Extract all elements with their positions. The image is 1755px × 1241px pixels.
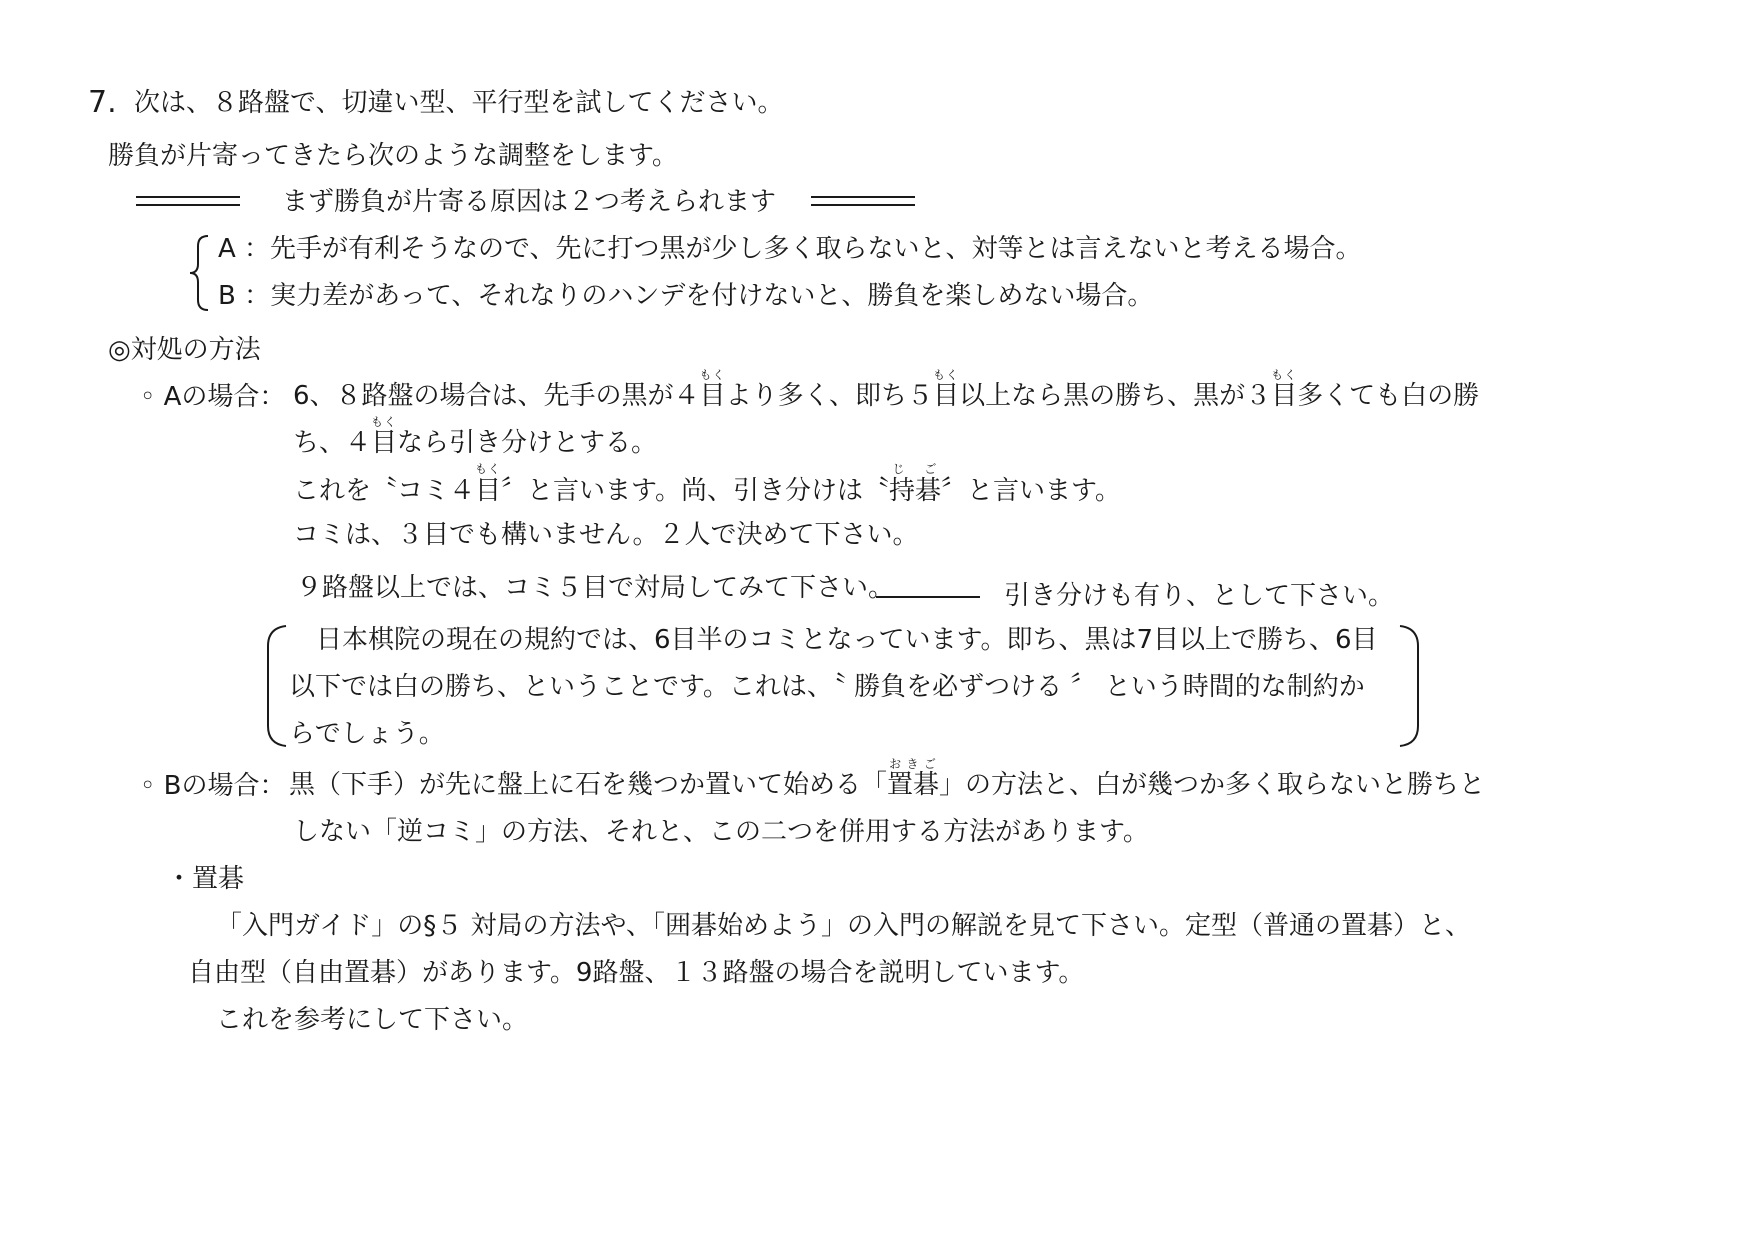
double-rule-left (136, 196, 240, 206)
okigo-para-3: これを参考にして下さい。 (216, 1005, 529, 1035)
remedy-title: ◎対処の方法 (108, 335, 261, 365)
case-a-line-5a: ９路盤以上では、コミ５目で対局してみて下さい。 (296, 573, 895, 603)
case-a-line-4: コミは、３目でも構いません。２人で決めて下さい。 (293, 520, 919, 550)
note-line-2: 以下では白の勝ち、ということです。これは、〝 勝負を必ずつける 〞 という時間的な制約か (289, 672, 1365, 702)
blank-line (876, 596, 980, 598)
case-a-label: ◦ Aの場合： (140, 382, 286, 412)
okigo-para-1: 「入門ガイド」の§５ 対局の方法や、「囲碁始めよう」の入門の解説を見て下さい。定型（普通の置碁）と、 (216, 911, 1471, 941)
case-a-line-1: 6、８路盤の場合は、先手の黒が４目もくより多く、即ち５目もく以上なら黒の勝ち、黒が３目もく多くても白の勝 (293, 368, 1480, 411)
intro-text: 勝負が片寄ってきたら次のような調整をします。 (108, 141, 678, 171)
case-b-line-1: 黒（下手）が先に盤上に石を幾つか置いて始める「置碁おきご」の方法と、白が幾つか多く取らないと勝ちと (289, 757, 1486, 800)
case-b-label: ◦ Bの場合： (140, 771, 286, 801)
section-number: 7. (88, 85, 117, 120)
cause-b: B ：実力差があって、それなりのハンデを付けないと、勝負を楽しめない場合。 (218, 281, 1154, 311)
okigo-para-2: 自由型（自由置碁）があります。9路盤、１３路盤の場合を説明しています。 (188, 958, 1085, 988)
okigo-title: ・置碁 (166, 864, 245, 894)
case-a-line-3: これを〝コミ４目もく〞と言います。尚、引き分けは〝持碁じ ご〞と言います。 (293, 462, 1121, 506)
section-heading: 次は、８路盤で、切違い型、平行型を試してください。 (134, 88, 784, 118)
cause-a: A ：先手が有利そうなので、先に打つ黒が少し多く取らないと、対等とは言えないと考える場合。 (218, 234, 1362, 264)
causes-title: まず勝負が片寄る原因は２つ考えられます (282, 187, 777, 217)
case-a-line-2: ち、４目もくなら引き分けとする。 (293, 415, 658, 458)
note-line-3: らでしょう。 (289, 719, 445, 749)
case-b-line-2: しない「逆コミ」の方法、それと、この二つを併用する方法があります。 (293, 817, 1149, 847)
curly-brace (188, 234, 212, 312)
case-a-line-5b: 引き分けも有り、として下さい。 (1004, 581, 1395, 611)
note-line-1: 日本棋院の現在の規約では、6目半のコミとなっています。即ち、黒は7目以上で勝ち、6目 (316, 625, 1378, 655)
double-rule-right (811, 196, 915, 206)
